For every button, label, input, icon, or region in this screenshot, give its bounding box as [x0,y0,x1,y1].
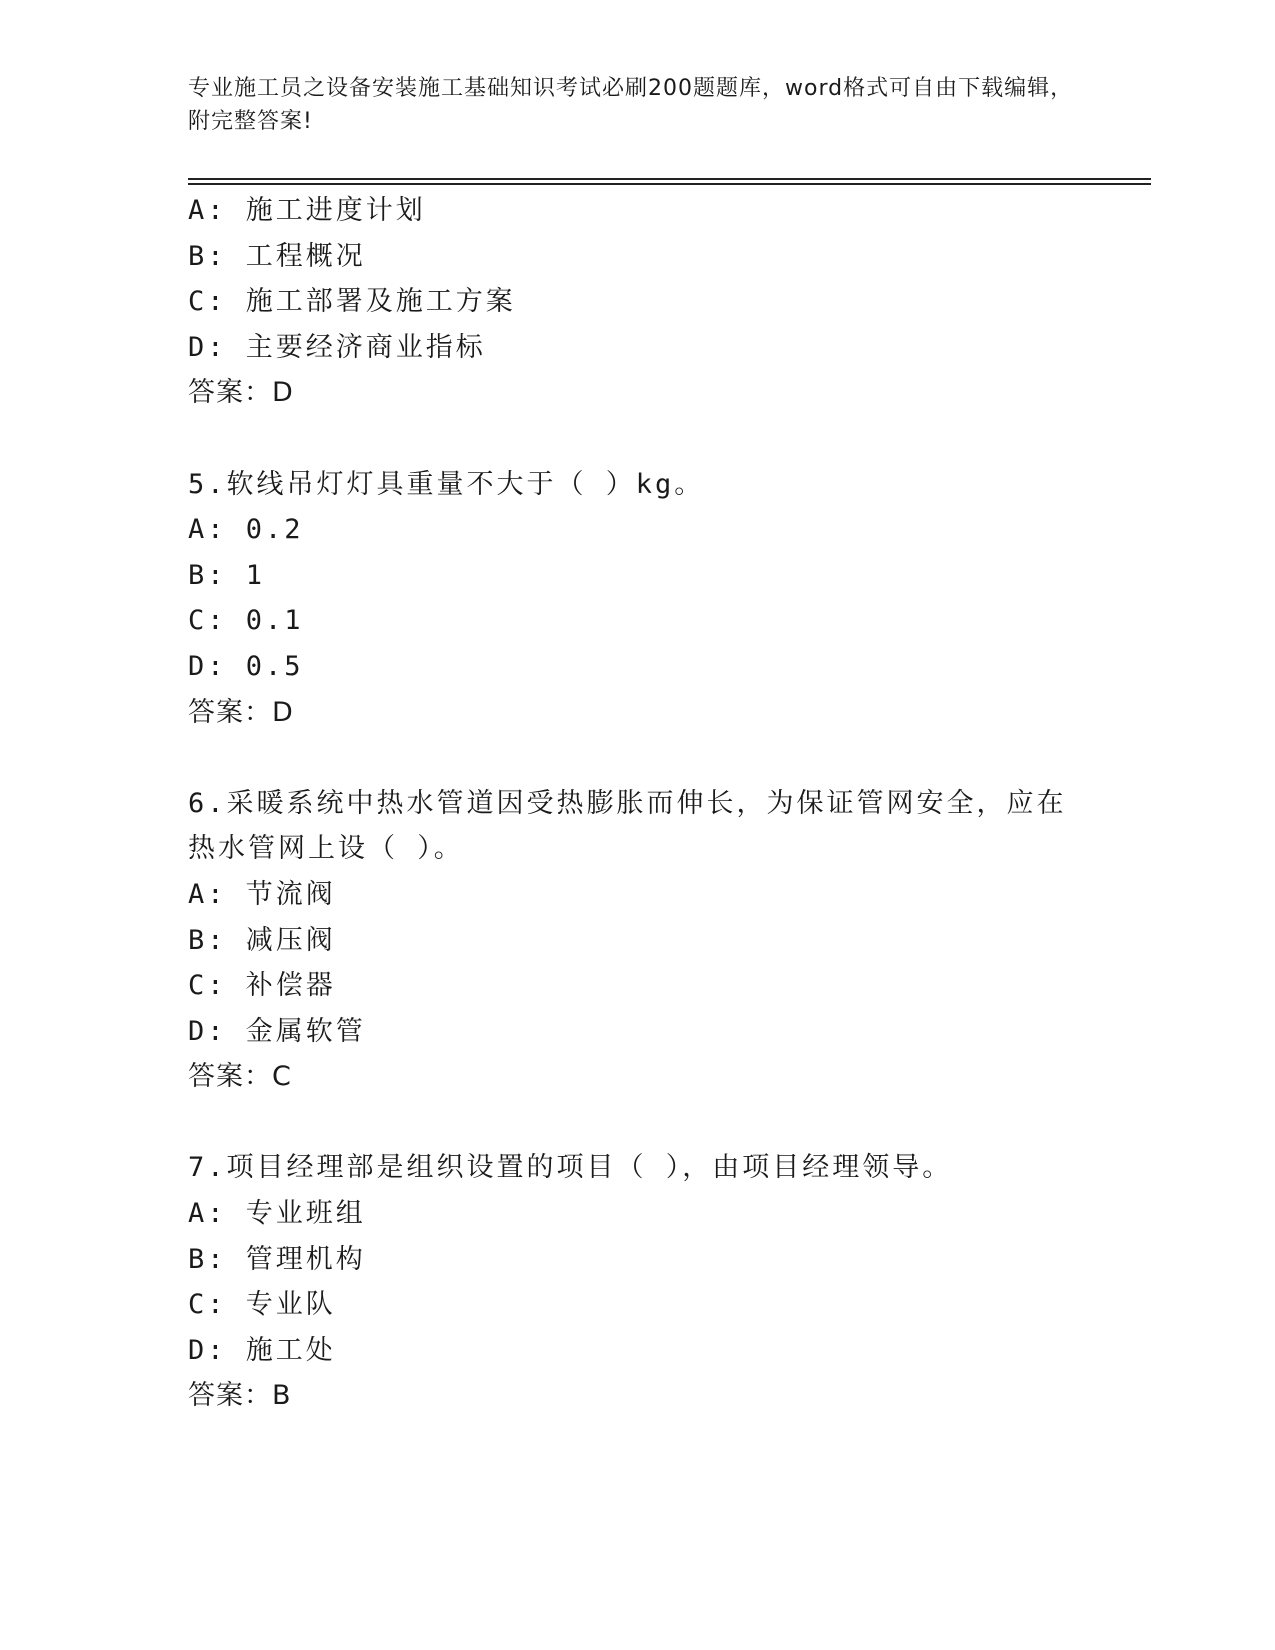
option-b: B: 工程概况 [188,240,366,272]
option-c: C: 补偿器 [188,970,336,1002]
answer: 答案：D [188,696,294,728]
option-c: C: 专业队 [188,1289,336,1321]
option-c: C: 施工部署及施工方案 [188,286,516,318]
header-divider-bottom [188,183,1151,185]
question-block [188,781,1148,1100]
option-b: B: 1 [188,559,266,591]
question-block [188,1145,1148,1419]
option-c: C: 0.1 [188,605,304,637]
question-list [188,188,1148,1419]
header-title: 专业施工员之设备安装施工基础知识考试必刷200题题库，word格式可自由下载编辑，附完整答案! [188,76,1074,134]
spacer [188,1100,1148,1146]
document-header [188,72,1088,138]
option-d: D: 施工处 [188,1334,336,1366]
option-d: D: 金属软管 [188,1015,366,1047]
spacer [188,735,1148,781]
option-a: A: 专业班组 [188,1198,366,1230]
answer: 答案：D [188,377,294,409]
option-a: A: 施工进度计划 [188,195,426,226]
question-text: 6.采暖系统中热水管道因受热膨胀而伸长，为保证管网安全，应在热水管网上设（ ）。 [188,787,1067,865]
answer: 答案：B [188,1380,292,1412]
option-d: D: 0.5 [188,650,304,682]
option-d: D: 主要经济商业指标 [188,331,486,363]
question-text: 5.软线吊灯灯具重量不大于（ ）kg。 [188,468,705,500]
header-divider-top [188,178,1151,180]
option-a: A: 0.2 [188,514,304,546]
question-block [188,188,1148,416]
spacer [188,416,1148,462]
option-a: A: 节流阀 [188,878,336,910]
option-b: B: 减压阀 [188,924,336,956]
option-b: B: 管理机构 [188,1243,366,1275]
question-text: 7.项目经理部是组织设置的项目（ ），由项目经理领导。 [188,1152,953,1184]
question-block [188,462,1148,736]
answer: 答案：C [188,1061,292,1093]
